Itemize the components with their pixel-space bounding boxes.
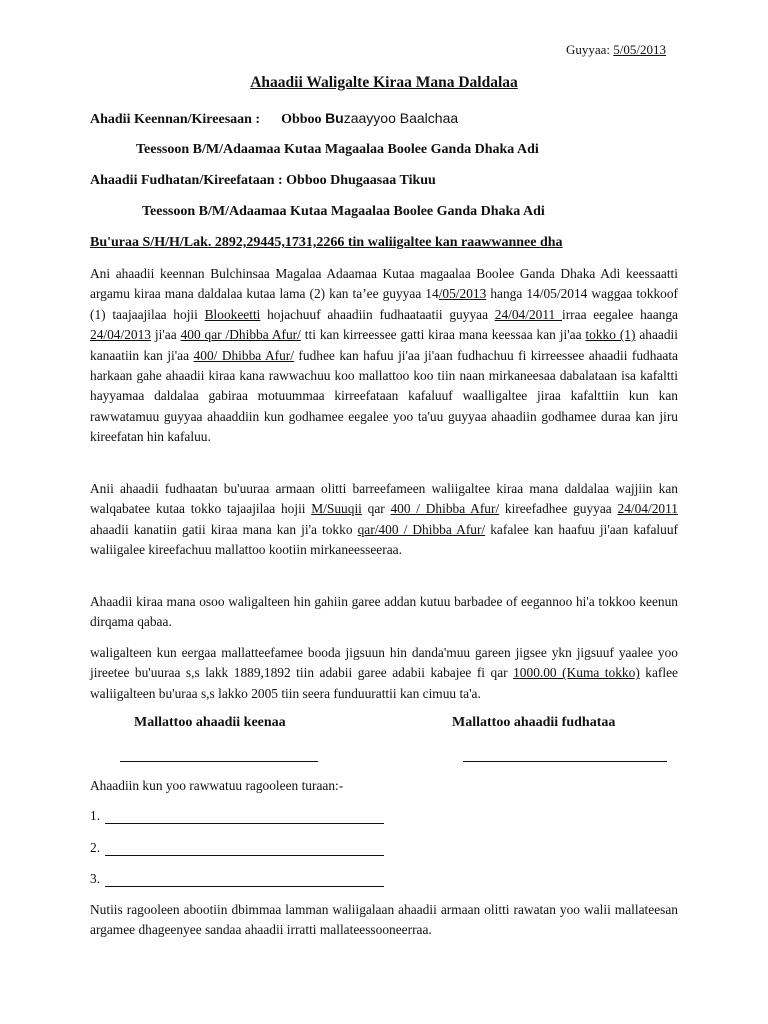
witness-number: 3. — [90, 871, 101, 886]
p2-underlined: qar/400 / Dhibba Afur/ — [357, 521, 486, 537]
lessor-signature-line — [120, 761, 318, 762]
lessor-signature-label: Mallattoo ahaadii keenaa — [134, 715, 286, 730]
lessor-label: Ahadii Keennan/Kireesaan : — [90, 112, 261, 127]
witness-line — [105, 855, 384, 856]
p4-underlined: 1000.00 (Kuma tokko) — [513, 665, 640, 681]
reference-line: Bu'uraa S/H/H/Lak. 2892,29445,1731,2266 tin waliigaltee kan raawwannee dha — [90, 235, 563, 250]
witness-number: 2. — [90, 840, 101, 855]
p1-underlined: 400 qar /Dhibba Afur/ — [180, 327, 301, 343]
date-value: 5/05/2013 — [613, 42, 667, 57]
p2-underlined: 24/04/2011 — [617, 501, 679, 517]
p2-text: kireefadhee guyyaa — [499, 501, 618, 517]
document-title: Ahaadii Waligalte Kiraa Mana Daldalaa — [250, 74, 518, 91]
lessee-address: Teessoon B/M/Adaamaa Kutaa Magaalaa Boolee Ganda Dhaka Adi — [142, 204, 545, 219]
paragraph-4 — [90, 643, 678, 704]
p1-underlined: 24/04/2011 — [494, 306, 562, 322]
document-date — [566, 42, 666, 58]
p1-text: Ani ahaadii keennan Bulchinsaa Magalaa Adaamaa Kutaa magaalaa Boolee Ganda Dhaka Adi keessaatti argamu kiraa mana daldalaa kutaa lama (2) kan ta’ee guyyaa 14 — [90, 266, 678, 302]
lessor-address: Teessoon B/M/Adaamaa Kutaa Magaalaa Boolee Ganda Dhaka Adi — [136, 142, 539, 157]
p1-text: ahaadii kanaatiin kan ji'aa — [90, 327, 678, 363]
paragraph-3: Ahaadii kiraa mana osoo waligalteen hin gahiin garee addan kutuu barbadee of eegannoo hi'a tokkoo keenun dirqama qabaa. — [90, 594, 678, 630]
p1-underlined: 400/ Dhibba Afur/ — [193, 347, 294, 363]
p1-text: hanga 14/05/2014 waggaa tokkoof (1) taajaajilaa hojii — [90, 286, 678, 322]
witnesses-label: Ahaadiin kun yoo rawwatuu ragooleen turaan:- — [90, 778, 344, 793]
p2-text: qar — [361, 501, 391, 517]
paragraph-2 — [90, 479, 678, 561]
p1-underlined: 24/04/2013 — [90, 327, 152, 343]
p1-text: tti kan kirreessee gatti kiraa mana keessaa kan ji'aa — [300, 327, 586, 343]
witness-line — [105, 886, 384, 887]
p1-text: fudhee kan hafuu ji'aa ji'aan fudhachuu fi kirreessee ahaadii fudhaata harkaan gahe ahaadii kiraa kana rawwachuu koo mallattoo koo tiin naan mirkaneesaa dabalataan isa kafaltti hayyamaa daldalaa gabiraa motuummaa kirreefataan kafaluuf waalligaltee jiraa kafalttiin kun kan rawwatamuu guyyaa ahaaddiin kun godhamee eegalee yoo ta'uu guyyaa ahaadiin godhamee duraa kan jiru kireefatan hin kafaluu. — [90, 347, 678, 445]
p2-underlined: M/Suuqii — [311, 501, 362, 517]
p1-text: ji'aa — [151, 327, 181, 343]
p1-text: hojachuuf ahaadiin fudhaataatii guyyaa — [260, 306, 495, 322]
closing-paragraph: Nutiis ragooleen abootiin dbimmaa lamman waliigalaan ahaadii armaan olitti rawatan yoo walii mallateesan argamee dhageenyee sandaa ahaadii irratti mallateessooneerraa. — [90, 902, 678, 938]
lessor-name-prefix: Obboo — [281, 112, 326, 127]
lessee-signature-line — [463, 761, 667, 762]
lessor-name-bold: Bu — [325, 110, 344, 126]
lessor-name-rest: zaayyoo Baalchaa — [343, 110, 459, 126]
p2-underlined: 400 / Dhibba Afur/ — [390, 501, 500, 517]
lessor-line — [90, 110, 458, 128]
lessee-signature-label: Mallattoo ahaadii fudhataa — [452, 715, 616, 730]
p1-text: irraa eegalee haanga — [561, 306, 678, 322]
paragraph-1 — [90, 264, 678, 448]
p2-text: Anii ahaadii fudhaatan bu'uuraa armaan olitti barreefameen waliigaltee kiraa mana daldalaa wajjiin kan walqabatee kutaa tokko tajaajilaa hojii — [90, 481, 678, 517]
p1-underlined: Blookeetti — [204, 306, 261, 322]
witness-line — [105, 823, 384, 824]
p2-text: ahaadii kanatiin gatii kiraa mana kan ji'a tokko — [90, 521, 358, 537]
p2-text: kafalee kan haafuu ji'aan kafaluuf waliigalee kireefachuu mallattoo kootiin mirkaneesseeraa. — [90, 521, 678, 558]
p4-text: waligalteen kun eergaa mallatteefamee booda jigsuun hin danda'muu gareen jigsee ykn jigsuuf yaalee yoo jireetee bu'uuraa s,s lakk 1889,1892 tiin adabii garee adabii kabajee fi qar — [90, 645, 678, 681]
p4-text: kaflee waliigalteen bu'uraa s,s lakko 2005 tiin seera funduurattii kan cimuu ta'a. — [90, 665, 678, 701]
p1-underlined: /05/2013 — [438, 286, 487, 302]
p1-underlined: tokko (1) — [585, 327, 636, 343]
date-label: Guyyaa: — [566, 42, 614, 57]
lessee-line: Ahaadii Fudhatan/Kireefataan : Obboo Dhugaasaa Tikuu — [90, 173, 436, 188]
witness-number: 1. — [90, 808, 101, 823]
